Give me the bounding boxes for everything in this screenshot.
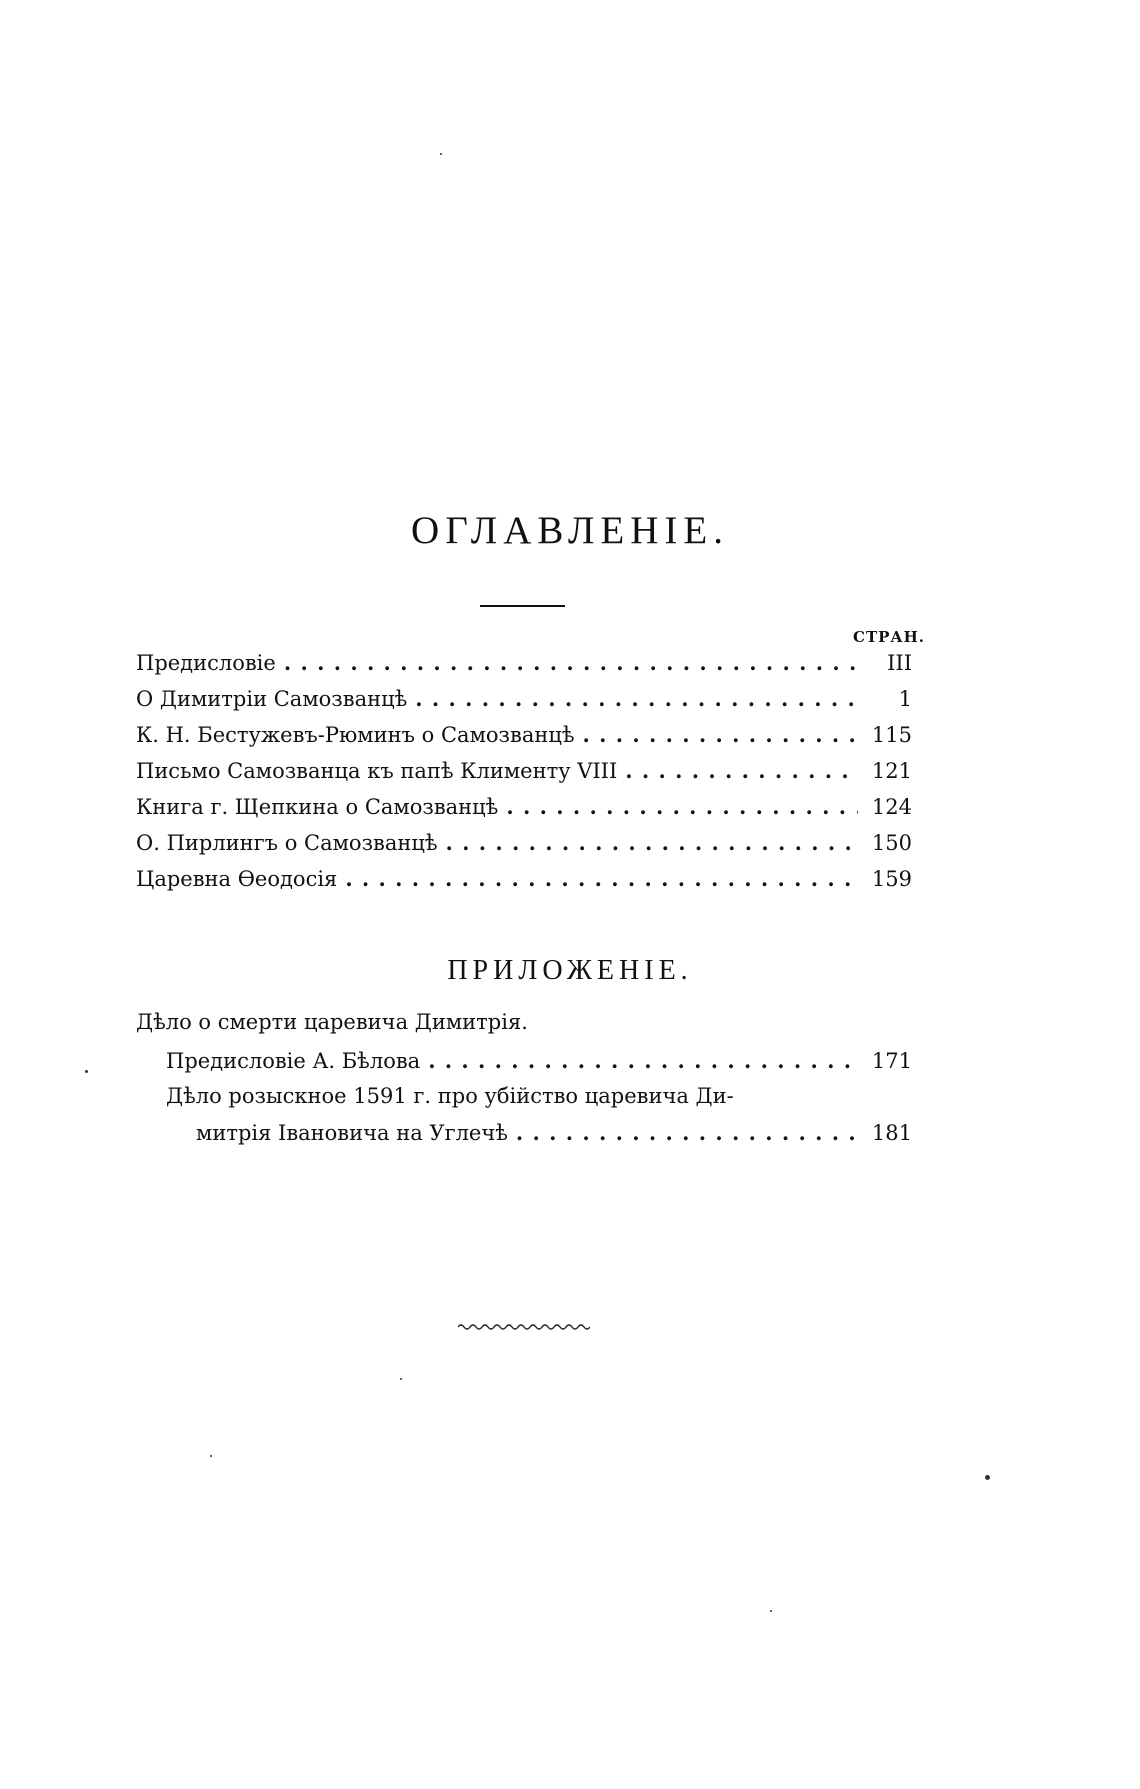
toc-entry-page: 124	[871, 795, 912, 819]
appendix-entry-page: 171	[871, 1049, 912, 1073]
toc-entry-page: 1	[898, 687, 912, 711]
print-speck	[400, 1378, 402, 1380]
appendix-entry-page: 181	[871, 1121, 912, 1145]
toc-entry	[136, 794, 912, 830]
leader-dots	[583, 722, 858, 747]
leader-dots	[446, 830, 858, 855]
page-title: ОГЛАВЛЕНІЕ.	[411, 509, 729, 552]
toc-entry-page: III	[887, 651, 912, 675]
toc-entry	[136, 686, 912, 722]
decorative-wavy-rule	[458, 1322, 590, 1332]
leader-dots	[516, 1120, 858, 1145]
toc-entry	[136, 722, 912, 758]
print-speck	[210, 1455, 212, 1457]
leader-dots	[415, 686, 858, 711]
title-rule	[480, 605, 565, 607]
toc-entry-page: 159	[871, 867, 912, 891]
toc-entry	[136, 758, 912, 794]
toc-entry-label: О Димитріи Самозванцѣ	[136, 687, 408, 711]
print-speck	[440, 153, 442, 155]
toc-entry-page: 150	[871, 831, 912, 855]
appendix-entry-label: Предисловіе А. Бѣлова	[166, 1049, 421, 1073]
appendix-entry-label-line2: митрія Івановича на Углечѣ	[196, 1121, 508, 1145]
appendix-heading: Дѣло о смерти царевича Димитрія.	[136, 1010, 528, 1034]
toc-entry-label: Письмо Самозванца къ папѣ Клименту VIII	[136, 759, 618, 783]
toc-entry-label: О. Пирлингъ о Самозванцѣ	[136, 831, 438, 855]
table-of-contents	[136, 650, 912, 902]
appendix-entry	[136, 1120, 912, 1156]
appendix-entry-label-line1: Дѣло розыскное 1591 г. про убійство царевича Ди-	[166, 1084, 734, 1108]
print-speck	[985, 1475, 990, 1480]
page-column-label: СТРАН.	[853, 628, 925, 646]
appendix-entry	[136, 1048, 912, 1084]
appendix-title: ПРИЛОЖЕНІЕ.	[447, 955, 693, 986]
print-speck	[85, 1070, 88, 1073]
print-speck	[770, 1610, 772, 1612]
toc-entry-label: Книга г. Щепкина о Самозванцѣ	[136, 795, 499, 819]
appendix-contents	[136, 1010, 912, 1156]
leader-dots	[625, 758, 858, 783]
toc-entry-page: 121	[871, 759, 912, 783]
toc-entry-label: К. Н. Бестужевъ-Рюминъ о Самозванцѣ	[136, 723, 575, 747]
toc-entry	[136, 866, 912, 902]
toc-entry-label: Предисловіе	[136, 651, 276, 675]
leader-dots	[345, 866, 858, 891]
toc-entry	[136, 830, 912, 866]
leader-dots	[428, 1048, 858, 1073]
toc-entry-label: Царевна Ѳеодосія	[136, 867, 338, 891]
toc-entry	[136, 650, 912, 686]
toc-entry-page: 115	[871, 723, 912, 747]
leader-dots	[284, 650, 858, 675]
leader-dots	[506, 794, 858, 819]
